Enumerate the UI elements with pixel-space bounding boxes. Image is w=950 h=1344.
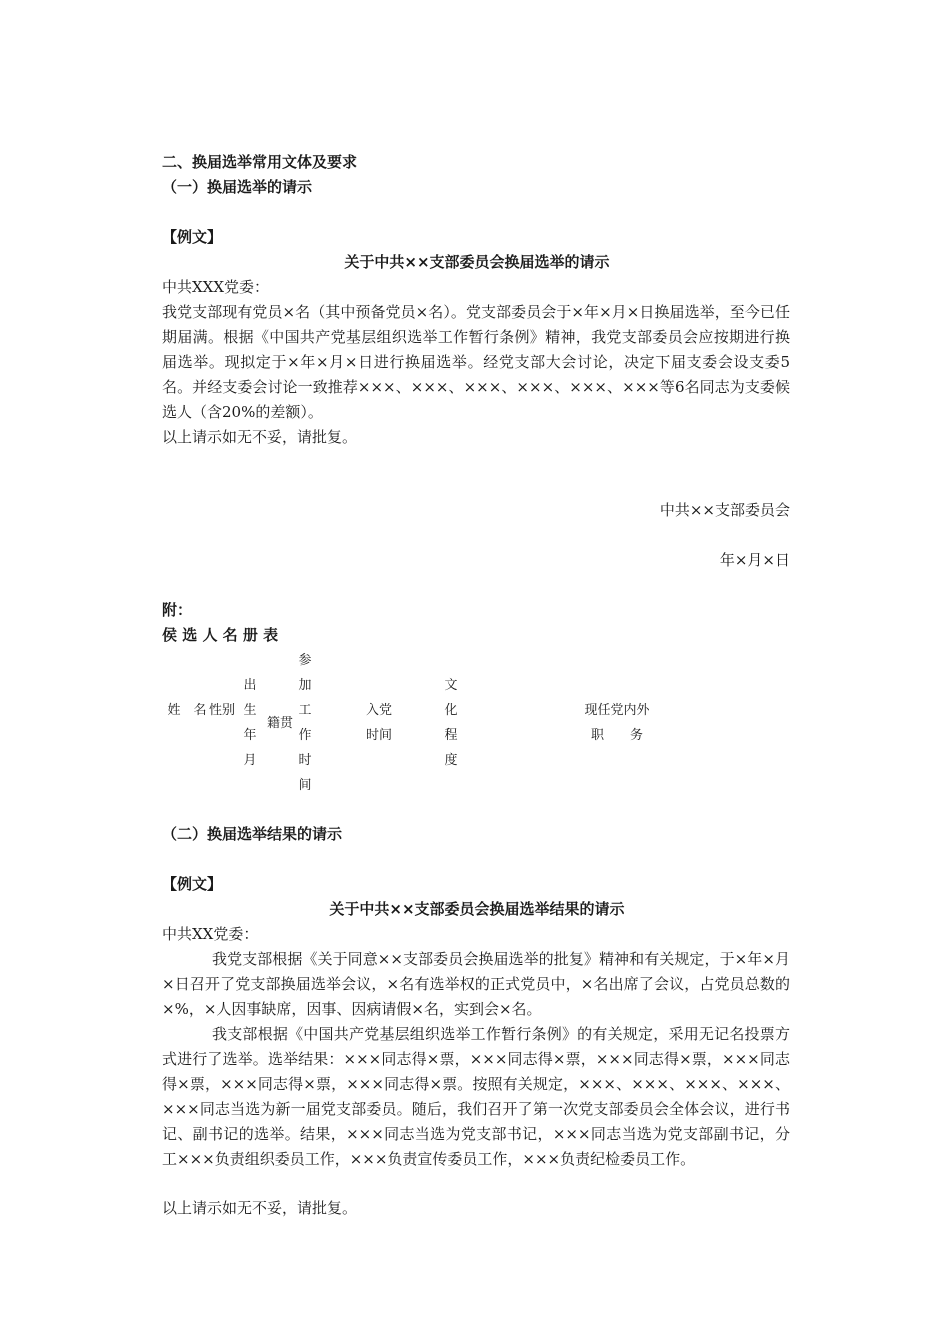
col-work-start: 参加工作时间 [298,653,312,793]
col-join-party-2: 时间 [365,728,392,743]
col-native-place: 籍贯 [266,716,293,731]
part1-closing: 以上请示如无不妥，请批复。 [162,428,358,446]
part2-closing: 以上请示如无不妥，请批复。 [162,1199,358,1217]
part1-title: 关于中共××支部委员会换届选举的请示 [344,253,610,271]
col-join-party-1: 入党 [365,703,392,718]
part2-paragraph-2: 我支部根据《中国共产党基层组织选举工作暂行条例》的有关规定，采用无记名投票方式进行了选举。选举结果：×××同志得×票，×××同志得×票，×××同志得×票，×××同志得×票，×××同志得×票，×××同志得×票。按照有关规定，×××、×××、×××、×××、×××同志当选为新一届党支部委员。随后，我们召开了第一次党支部委员会全体会议，进行书记、副书记的选举。结果，×××同志当选为党支部书记，×××同志当选为党支部副书记，分工×××负责组织委员工作，×××负责宣传委员工作，×××负责纪检委员工作。 [162,1025,790,1168]
part2-paragraph-1: 我党支部根据《关于同意××支部委员会换届选举的批复》精神和有关规定，于×年×月×日召开了党支部换届选举会议，×名有选举权的正式党员中，×名出席了会议，占党员总数的×%，×人因事缺席，因事、因病请假×名，实到会×名。 [162,950,790,1018]
col-birth: 出生年月 [243,678,257,768]
col-position-1: 现任党内外 [584,703,650,718]
col-position-2: 职 务 [590,728,643,743]
part1-heading: （一）换届选举的请示 [162,178,313,196]
col-name: 姓 名 [167,703,207,718]
attachment-label: 附： [162,601,193,619]
part2-addressee: 中共XX党委： [162,925,259,943]
part1-body: 我党支部现有党员×名（其中预备党员×名）。党支部委员会于×年×月×日换届选举，至今已任期届满。根据《中国共产党基层组织选举工作暂行条例》精神，我党支部委员会应按期进行换届选举。现拟定于×年×月×日进行换届选举。经党支部大会讨论，决定下届支委会设支委5名。并经支委会讨论一致推荐×××、×××、×××、×××、×××、×××等6名同志为支委候选人（含20%的差额）。 [162,303,790,421]
part2-heading: （二）换届选举结果的请示 [162,825,343,843]
part1-example-label: 【例文】 [162,228,223,246]
section-heading: 二、换届选举常用文体及要求 [162,153,358,171]
col-education: 文化程度 [444,678,458,768]
part1-date: 年×月×日 [719,551,790,569]
col-gender: 性别 [208,703,235,718]
candidate-table-title: 侯 选 人 名 册 表 [162,626,279,644]
part2-title: 关于中共××支部委员会换届选举结果的请示 [329,900,625,918]
part1-addressee: 中共XXX党委： [162,278,270,296]
part1-signature: 中共××支部委员会 [659,501,790,519]
part2-example-label: 【例文】 [162,875,223,893]
